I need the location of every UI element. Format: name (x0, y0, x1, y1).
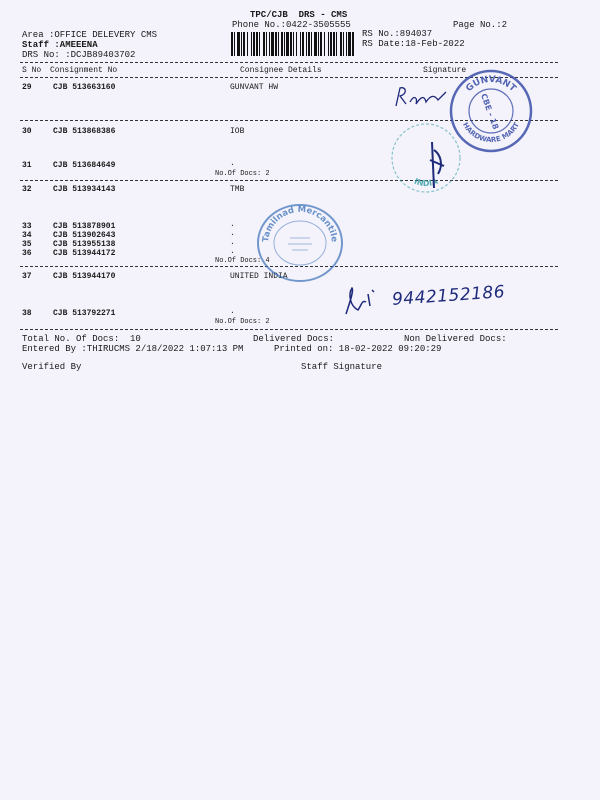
row-consignee: . (230, 159, 235, 168)
rs-date: RS Date:18-Feb-2022 (362, 39, 465, 49)
drs-number: DRS No: :DCJB89403702 (22, 50, 136, 60)
row-consignment: CJB 513792271 (53, 309, 116, 318)
signature-scribble (340, 284, 384, 320)
row-consignee: . (230, 307, 235, 316)
row-consignment: CJB 513878901 (53, 222, 116, 231)
divider (20, 62, 558, 63)
row-consignee: . (230, 220, 235, 229)
stamp-text: CBE - 18 (478, 92, 501, 131)
barcode-bar (354, 32, 355, 56)
row-sno: 32 (22, 185, 32, 194)
docs-count: No.Of Docs: 4 (215, 257, 270, 265)
stamp-text: HARDWARE MART (461, 121, 521, 145)
total-docs: Total No. Of Docs: 10 (22, 334, 141, 344)
col-consignment: Consignment No (50, 66, 118, 75)
row-sno: 35 (22, 240, 32, 249)
divider (20, 329, 558, 330)
row-consignment: CJB 513934143 (53, 185, 116, 194)
docs-count: No.Of Docs: 2 (215, 318, 270, 326)
staff-label: Staff :AMEEENA (22, 40, 98, 50)
row-consignment: CJB 513902643 (53, 231, 116, 240)
row-consignment: CJB 513944170 (53, 272, 116, 281)
row-sno: 38 (22, 309, 32, 318)
bank-stamp (254, 200, 346, 286)
signature-scribble (426, 140, 448, 192)
row-consignee: . (230, 229, 235, 238)
row-consignment: CJB 513684649 (53, 161, 116, 170)
row-consignee: . (230, 247, 235, 256)
area-label: Area :OFFICE DELEVERY CMS (22, 30, 158, 40)
row-sno: 37 (22, 272, 32, 281)
rs-number: RS No.:894037 (362, 29, 433, 39)
non-delivered-docs: Non Delivered Docs: (404, 334, 507, 344)
row-sno: 36 (22, 249, 32, 258)
row-consignee: GUNVANT HW (230, 83, 279, 92)
stamp-text: INDIA (412, 176, 440, 189)
entered-by: Entered By :THIRUCMS 2/18/2022 1:07:13 PM (22, 344, 244, 354)
row-sno: 31 (22, 161, 32, 170)
row-sno: 29 (22, 83, 32, 92)
divider (20, 180, 558, 181)
document-title: TPC/CJB DRS - CMS (250, 10, 348, 20)
stamp-text: GUNVANT (464, 74, 518, 94)
row-sno: 34 (22, 231, 32, 240)
row-consignee: IOB (230, 127, 245, 136)
signature-scribble (392, 84, 452, 112)
barcode (231, 32, 357, 56)
printed-on: Printed on: 18-02-2022 09:20:29 (274, 344, 442, 354)
row-sno: 30 (22, 127, 32, 136)
col-consignee: Consignee Details (240, 66, 322, 75)
row-consignment: CJB 513663160 (53, 83, 116, 92)
verified-by: Verified By (22, 362, 82, 372)
row-consignee: UNITED INDIA (230, 272, 288, 281)
docs-count: No.Of Docs: 2 (215, 170, 270, 178)
row-consignment: CJB 513868386 (53, 127, 116, 136)
page-number: Page No.:2 (453, 20, 508, 30)
row-sno: 33 (22, 222, 32, 231)
stamp-text: Tamilnad Mercantile (261, 204, 340, 243)
row-consignment: CJB 513944172 (53, 249, 116, 258)
phone-number: Phone No.:0422-3505555 (232, 20, 351, 30)
col-sno: S No (22, 66, 42, 75)
handwritten-phone: 9442152186 (391, 282, 506, 310)
col-signature: Signature (423, 66, 467, 75)
staff-signature: Staff Signature (301, 362, 383, 372)
delivered-docs: Delivered Docs: (253, 334, 335, 344)
row-consignment: CJB 513955138 (53, 240, 116, 249)
row-consignee: . (230, 238, 235, 247)
row-consignee: TMB (230, 185, 245, 194)
